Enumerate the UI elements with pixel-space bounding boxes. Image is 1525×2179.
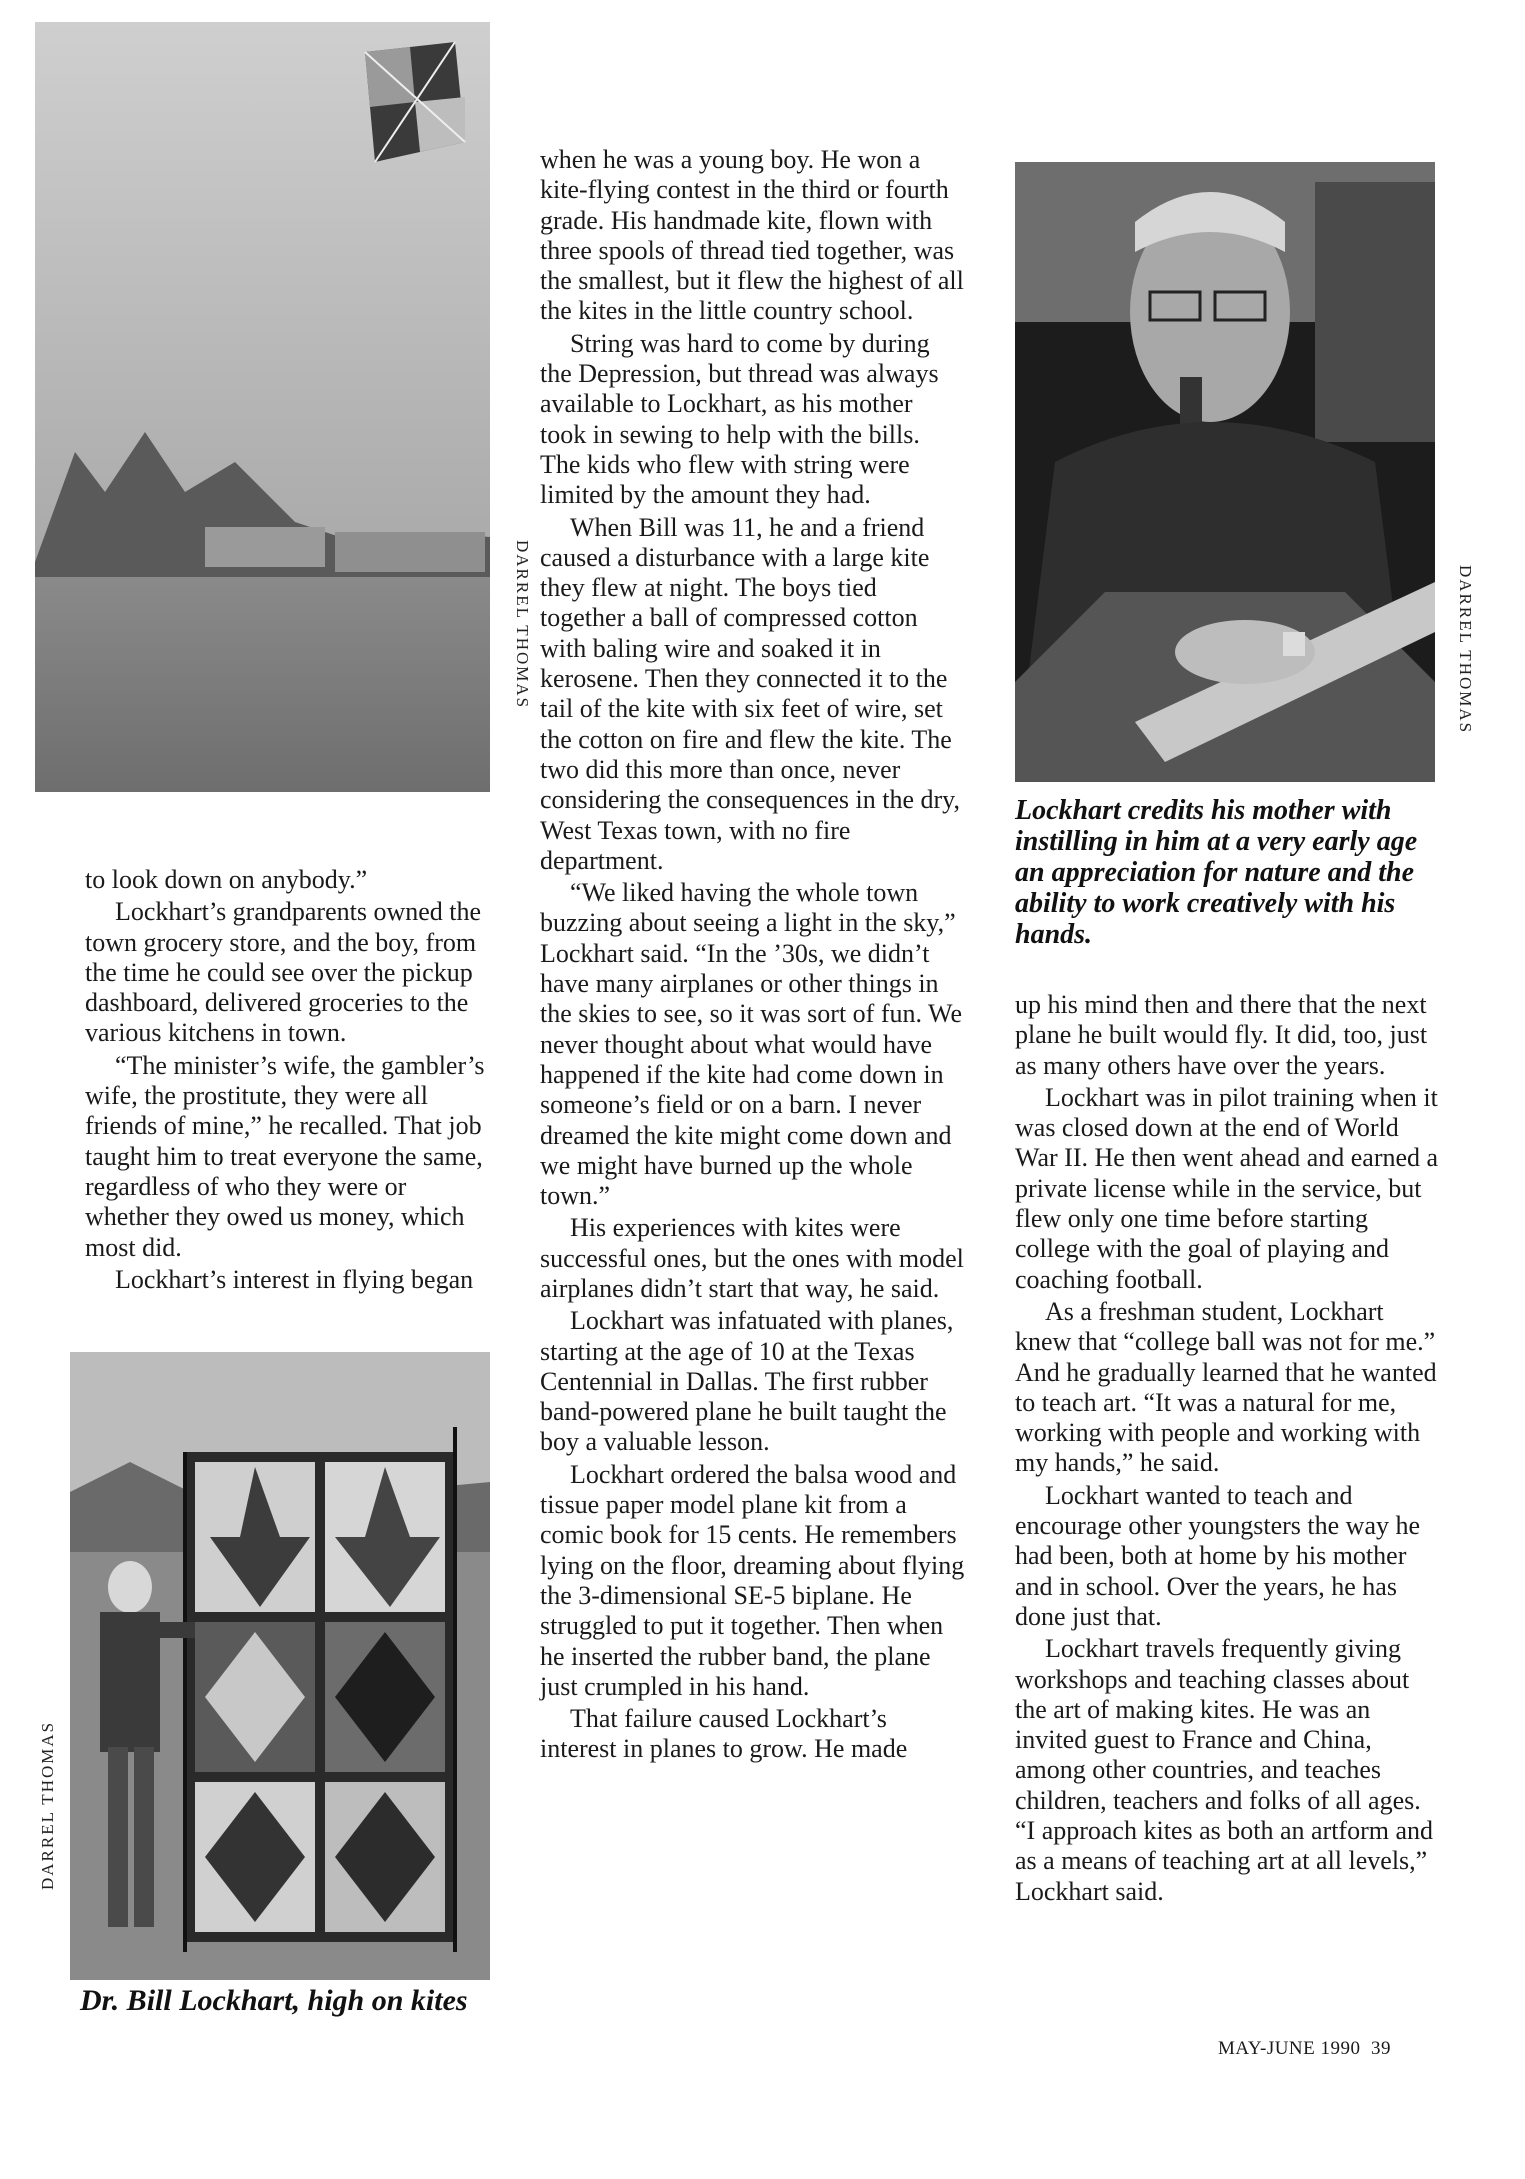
column-1-paragraph: to look down on anybody.” xyxy=(85,865,368,894)
column-1-paragraph: “The minister’s wife, the gambler’s wife, the prostitute, they were all friends of mine,” he recalled. That job taught him to treat everyone the same, regardless of who they were or whether they owed us money, which most did. xyxy=(85,1050,485,1262)
column-2-paragraph: His experiences with kites were successful ones, but the ones with model airplanes didn’t start that way, he said. xyxy=(540,1213,964,1303)
lockhart-portrait-credit: DARREL THOMAS xyxy=(1456,565,1475,735)
field-photo xyxy=(35,22,490,792)
article-column-2 xyxy=(540,145,965,1765)
column-2-paragraph: Lockhart ordered the balsa wood and tissue paper model plane kit from a comic book for 15 cents. He remembers lying on the floor, dreaming about flying the 3-dimensional SE-5 biplane. He struggled to put it together. Then when he inserted the rubber band, the plane just crumpled in his hand. xyxy=(540,1459,965,1701)
lockhart-portrait-caption: Lockhart credits his mother with instilling in him at a very early age an appreciation for nature and the ability to work creatively with his hands. xyxy=(1015,795,1418,950)
lockhart-kite-photo xyxy=(70,1352,490,1980)
column-3-paragraph: Lockhart wanted to teach and encourage other youngsters the way he had been, both at home by his mother and in school. Over the years, he has done just that. xyxy=(1015,1480,1421,1631)
article-column-1 xyxy=(85,865,485,1295)
lockhart-kite-photo-image xyxy=(70,1352,490,1980)
column-3-paragraph: Lockhart travels frequently giving workshops and teaching classes about the art of making kites. He was an invited guest to France and China, among other countries, and teaches children, teachers and folks of all ages. “I approach kites as both an artform and as a means of teaching art at all levels,” Lockhart said. xyxy=(1015,1634,1434,1906)
lockhart-kite-photo-caption: Dr. Bill Lockhart, high on kites xyxy=(80,1984,468,2017)
field-photo-credit: DARREL THOMAS xyxy=(513,540,532,710)
column-1-paragraph: Lockhart’s grandparents owned the town grocery store, and the boy, from the time he could see over the pickup dashboard, delivered groceries to the various kitchens in town. xyxy=(85,897,482,1048)
column-3-paragraph: up his mind then and there that the next plane he built would fly. It did, too, just as many others have over the years. xyxy=(1015,990,1428,1080)
article-column-3 xyxy=(1015,990,1445,1907)
column-3-paragraph: As a freshman student, Lockhart knew that “college ball was not for me.” And he gradually learned that he wanted to teach art. “It was a natural for me, working with people and working with my hands,” he said. xyxy=(1015,1296,1437,1478)
column-2-paragraph: String was hard to come by during the Depression, but thread was always available to Lockhart, as his mother took in sewing to help with the bills. The kids who flew with string were limited by the amount they had. xyxy=(540,328,939,510)
column-2-paragraph: “We liked having the whole town buzzing about seeing a light in the sky,” Lockhart said. “In the ’30s, we didn’t have many airplanes or other things in the skies to see, so it was sort of fun. We never thought about what would have happened if the kite had come down in someone’s field or on a barn. I never dreamed the kite might come down and we might have burned up the whole town.” xyxy=(540,878,963,1211)
column-3-paragraph: Lockhart was in pilot training when it was closed down at the end of World War II. He then went ahead and earned a private license while in the service, but flew only one time before starting college with the goal of playing and coaching football. xyxy=(1015,1082,1439,1294)
lockhart-portrait-image xyxy=(1015,162,1435,782)
page-folio: MAY-JUNE 1990 39 xyxy=(1218,2038,1392,2059)
lockhart-portrait xyxy=(1015,162,1435,782)
column-2-paragraph: When Bill was 11, he and a friend caused a disturbance with a large kite they flew at night. The boys tied together a ball of compressed cotton with baling wire and soaked it in kerosene. Then they connected it to the tail of the kite with six feet of wire, set the cotton on fire and flew the kite. The two did this more than once, never considering the consequences in the dry, West Texas town, with no fire department. xyxy=(540,512,960,875)
lockhart-kite-photo-credit: DARREL THOMAS xyxy=(38,1720,57,1890)
column-2-paragraph: That failure caused Lockhart’s interest in planes to grow. He made xyxy=(540,1704,908,1764)
field-photo-image xyxy=(35,22,490,792)
column-2-paragraph: when he was a young boy. He won a kite-flying contest in the third or fourth grade. His handmade kite, flown with three spools of thread tied together, was the smallest, but it flew the highest of all the kites in the little country school. xyxy=(540,145,964,326)
column-2-paragraph: Lockhart was infatuated with planes, starting at the age of 10 at the Texas Centennial in Dallas. The first rubber band-powered plane he built taught the boy a valuable lesson. xyxy=(540,1306,954,1457)
column-1-paragraph: Lockhart’s interest in flying began xyxy=(115,1264,474,1294)
